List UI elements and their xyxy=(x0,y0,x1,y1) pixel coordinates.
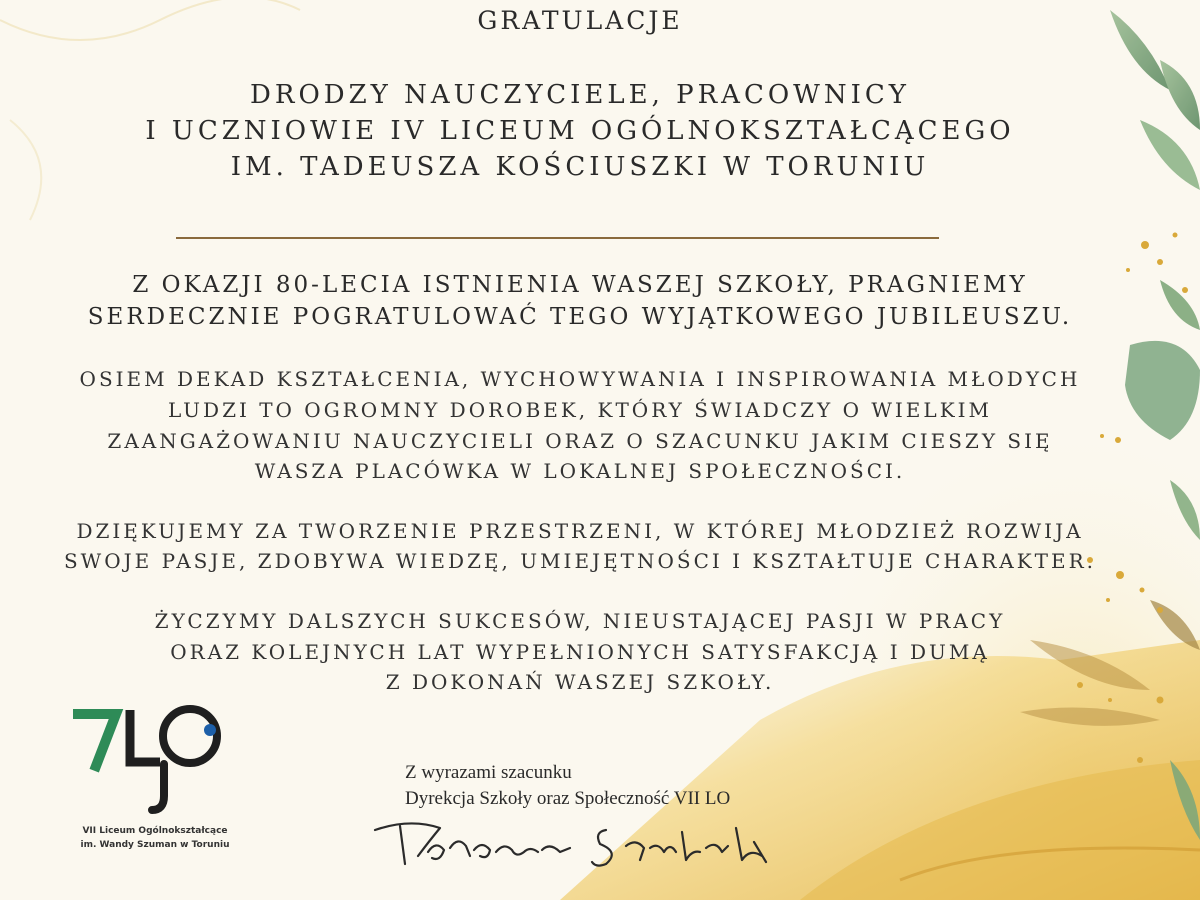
logo-caption-line: im. Wandy Szuman w Toruniu xyxy=(80,840,230,850)
divider-line xyxy=(176,237,939,239)
addressee-line: DRODZY NAUCZYCIELE, PRACOWNICY xyxy=(250,80,910,110)
handwritten-signature xyxy=(370,812,800,882)
paragraph-line: ŻYCZYMY DALSZYCH SUKCESÓW, NIEUSTAJĄCEJ PASJI W PRACY xyxy=(154,609,1006,633)
school-logo xyxy=(60,700,260,860)
closing-greeting: Z wyrazami szacunku xyxy=(405,762,572,783)
paragraph-line: SERDECZNIE POGRATULOWAĆ TEGO WYJĄTKOWEGO JUBILEUSZU. xyxy=(87,304,1073,330)
paragraph-line: LUDZI TO OGROMNY DOROBEK, KTÓRY ŚWIADCZY O WIELKIM xyxy=(167,398,993,422)
paragraph-line: WASZA PLACÓWKA W LOKALNEJ SPOŁECZNOŚCI. xyxy=(254,459,906,483)
paragraph-line: Z OKAZJI 80-LECIA ISTNIENIA WASZEJ SZKOŁY, PRAGNIEMY xyxy=(132,272,1028,298)
paragraph-line: SWOJE PASJE, ZDOBYWA WIEDZĘ, UMIEJĘTNOŚCI I KSZTAŁTUJE CHARAKTER. xyxy=(63,549,1097,573)
paragraph-line: OSIEM DEKAD KSZTAŁCENIA, WYCHOWYWANIA I INSPIROWANIA MŁODYCH xyxy=(79,367,1081,391)
paragraph-line: ORAZ KOLEJNYCH LAT WYPEŁNIONYCH SATYSFAKCJĄ I DUMĄ xyxy=(170,640,990,664)
addressee-line: IM. TADEUSZA KOŚCIUSZKI W TORUNIU xyxy=(230,152,930,182)
paragraph-line: ZAANGAŻOWANIU NAUCZYCIELI ORAZ O SZACUNKU JAKIM CIESZY SIĘ xyxy=(107,429,1053,453)
addressee-line: I UCZNIOWIE IV LICEUM OGÓLNOKSZTAŁCĄCEGO xyxy=(145,116,1015,146)
document-title: GRATULACJE xyxy=(477,6,683,35)
logo-caption-line: VII Liceum Ogólnokształcące xyxy=(82,826,228,836)
closing-signatory: Dyrekcja Szkoły oraz Społeczność VII LO xyxy=(405,788,731,809)
paragraph-line: DZIĘKUJEMY ZA TWORZENIE PRZESTRZENI, W KTÓREJ MŁODZIEŻ ROZWIJA xyxy=(76,519,1084,543)
paragraph-line: Z DOKONAŃ WASZEJ SZKOŁY. xyxy=(385,670,775,694)
